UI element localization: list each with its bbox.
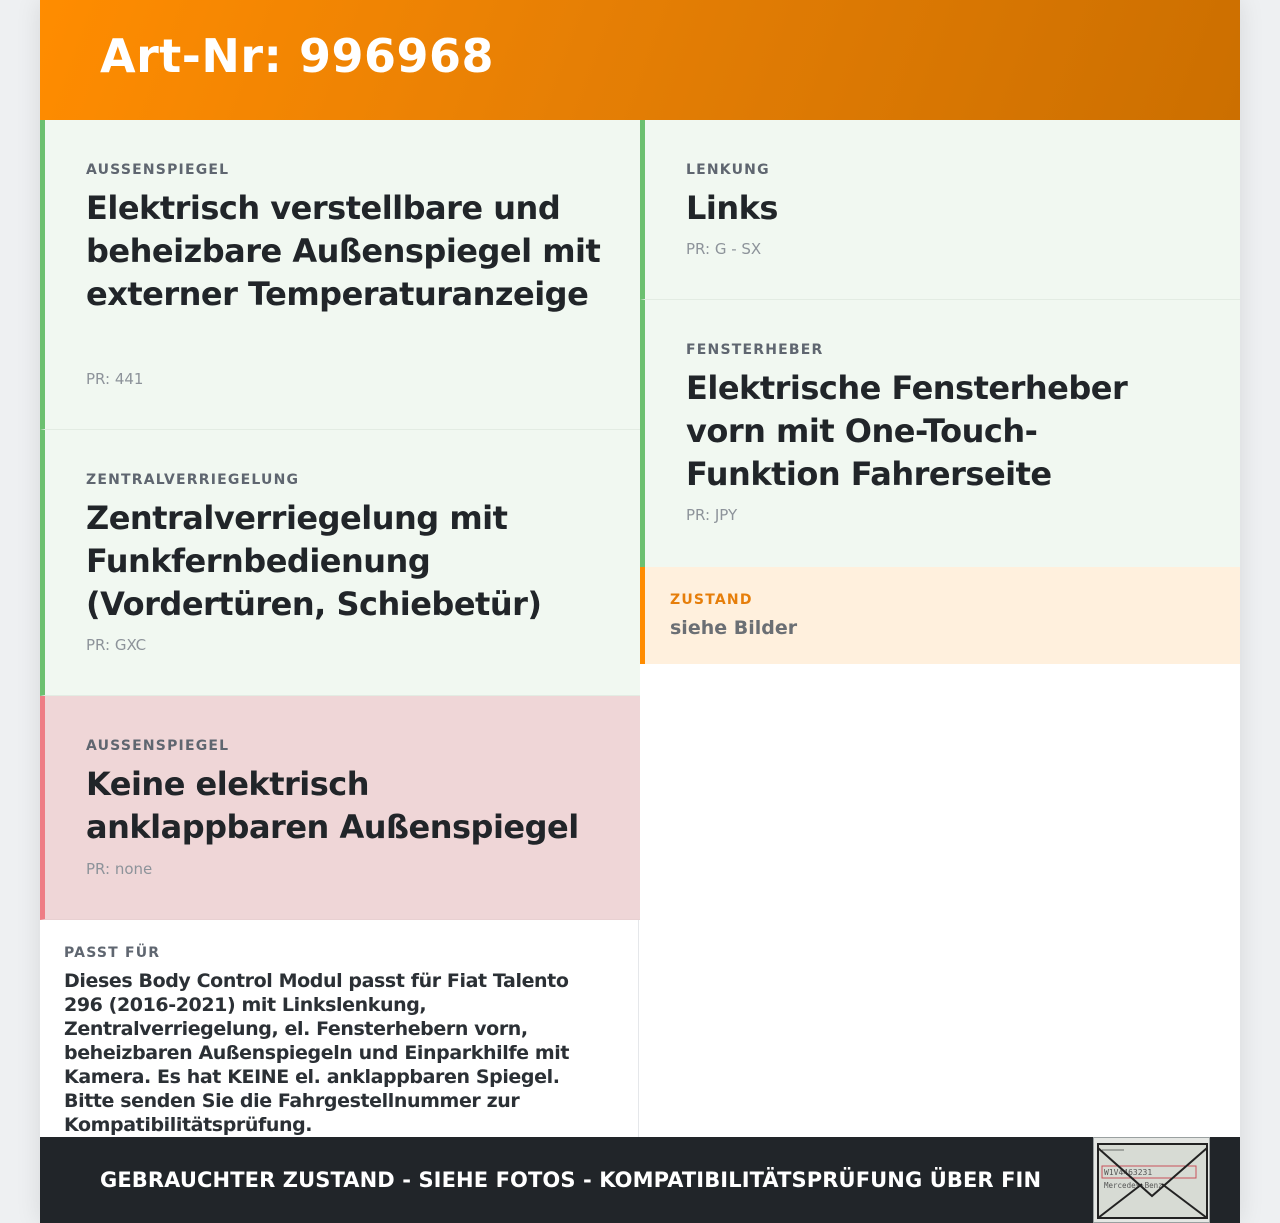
- vehicle-document-thumbnail[interactable]: [1093, 1137, 1210, 1223]
- feature-pr-code: PR: JPY: [686, 506, 738, 524]
- feature-value: Links: [686, 189, 778, 227]
- feature-card-steering: [640, 120, 1240, 300]
- feature-label: AUSSENSPIEGEL: [86, 162, 230, 178]
- vin-fragment: W1V4463231: [1104, 1168, 1153, 1177]
- header-banner: [40, 0, 1240, 120]
- feature-value: Keine elektrisch anklappbaren Außenspiegel: [86, 765, 579, 846]
- footer-bar: [40, 1137, 1240, 1223]
- feature-value: Elektrisch verstellbare und beheizbare Außenspiegel mit externer Temperaturanzeige: [86, 189, 601, 313]
- article-number-title: Art-Nr: 996968: [100, 29, 495, 83]
- compatibility-text: Dieses Body Control Modul passt für Fiat Talento 296 (2016-2021) mit Linkslenkung, Zentralverriegelung, el. Fensterhebern vorn, beheizbaren Außenspiegeln und Einparkhilfe mit Kamera. Es hat KEINE el. anklappbaren Spiegel. Bitte senden Sie die Fahrgestellnummer zur Kompatibilitätsprüfung.: [64, 970, 570, 1136]
- feature-pr-code: PR: none: [86, 860, 153, 878]
- feature-card-central-locking: [40, 430, 640, 696]
- feature-value: Elektrische Fensterheber vorn mit One-Touch-Funktion Fahrerseite: [686, 369, 1128, 493]
- feature-card-mirror-negative: [40, 696, 640, 920]
- document-envelope-icon: [1094, 1138, 1210, 1223]
- condition-box: [640, 567, 1240, 664]
- product-sheet: [40, 0, 1240, 1223]
- feature-label: AUSSENSPIEGEL: [86, 738, 230, 754]
- feature-pr-code: PR: GXC: [86, 636, 147, 654]
- compatibility-section: [40, 920, 639, 1137]
- feature-pr-code: PR: G - SX: [686, 240, 762, 258]
- feature-value: Zentralverriegelung mit Funkfernbedienung (Vordertüren, Schiebetür): [86, 499, 542, 623]
- condition-value: siehe Bilder: [670, 617, 798, 639]
- brand-fragment: Mercedes-Benz: [1104, 1181, 1163, 1190]
- feature-card-windows: [640, 300, 1240, 567]
- right-column-empty-space: [640, 664, 1240, 1137]
- feature-label: LENKUNG: [686, 162, 770, 178]
- feature-card-mirror: [40, 120, 640, 430]
- compatibility-label: PASST FÜR: [64, 945, 161, 961]
- footer-notice: GEBRAUCHTER ZUSTAND - SIEHE FOTOS - KOMPATIBILITÄTSPRÜFUNG ÜBER FIN: [100, 1168, 1042, 1192]
- feature-pr-code: PR: 441: [86, 370, 144, 388]
- condition-label: ZUSTAND: [670, 592, 753, 608]
- feature-label: ZENTRALVERRIEGELUNG: [86, 472, 300, 488]
- feature-label: FENSTERHEBER: [686, 342, 824, 358]
